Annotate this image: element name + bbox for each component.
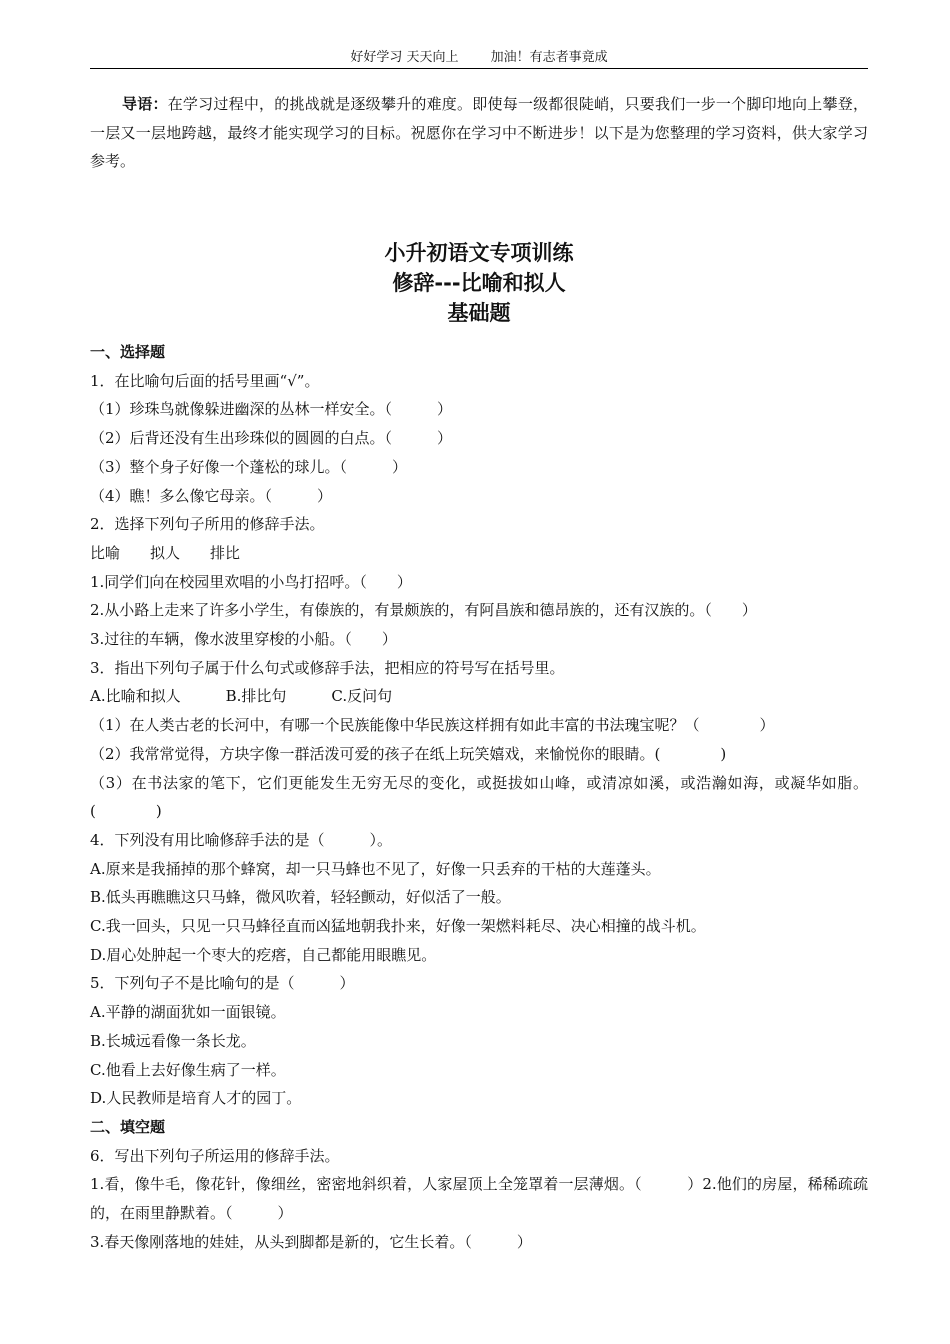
question-5-option-c: C.他看上去好像生病了一样。: [90, 1060, 286, 1079]
question-4-option-c: C.我一回头，只见一只马蜂径直而凶猛地朝我扑来，好像一架燃料耗尽、决心相撞的战斗机。: [90, 917, 706, 936]
section-heading-fill: 二、填空题: [90, 1117, 166, 1136]
header-motto-left: 好好学习 天天向上: [350, 50, 459, 65]
question-2: 2．选择下列句子所用的修辞手法。: [90, 515, 325, 534]
question-1-item-2: （2）后背还没有生出珍珠似的圆圆的白点。（ ）: [90, 429, 453, 448]
question-3: 3．指出下列句子属于什么句式或修辞手法，把相应的符号写在括号里。: [90, 658, 565, 677]
question-1-item-3: （3）整个身子好像一个蓬松的球儿。（ ）: [90, 457, 408, 476]
question-1-item-4: （4）瞧！多么像它母亲。（ ）: [90, 486, 333, 505]
question-3-item-1: （1）在人类古老的长河中，有哪一个民族能像中华民族这样拥有如此丰富的书法瑰宝呢？（ ）: [90, 716, 775, 735]
header-motto-right: 加油！有志者事竟成: [490, 50, 608, 65]
exercise-content: [90, 338, 868, 1257]
question-5-option-b: B.长城远看像一条长龙。: [90, 1031, 256, 1050]
section-heading-choice: 一、选择题: [90, 343, 166, 361]
question-4-option-b: B.低头再瞧瞧这只马蜂，微风吹着，轻轻颤动，好似活了一般。: [90, 888, 511, 907]
question-3-item-2: （2）我常常觉得，方块字像一群活泼可爱的孩子在纸上玩笑嬉戏，来愉悦你的眼睛。( ): [90, 744, 727, 763]
question-3-options: A.比喻和拟人 B.排比句 C.反问句: [90, 687, 393, 706]
intro-text: 在学习过程中，的挑战就是逐级攀升的难度。即使每一级都很陡峭，只要我们一步一个脚印地向上攀登，一层又一层地跨越，最终才能实现学习的目标。祝愿你在学习中不断进步！以下是为您整理的学习资料，供大家学习参考。: [90, 95, 868, 170]
question-2-options: 比喻 拟人 排比: [90, 543, 241, 562]
question-6-items-1-2: 1.看，像牛毛，像花针，像细丝，密密地斜织着，人家屋顶上全笼罩着一层薄烟。（ ）2.他们的房屋，稀稀疏疏的，在雨里静默着。（ ）: [90, 1175, 868, 1223]
question-5-option-a: A.平静的湖面犹如一面银镜。: [90, 1003, 286, 1022]
main-title: 小升初语文专项训练: [384, 241, 574, 265]
question-5: 5．下列句子不是比喻句的是（ ）: [90, 974, 355, 993]
question-6: 6．写出下列句子所运用的修辞手法。: [90, 1146, 340, 1165]
sub-title: 修辞---比喻和拟人: [392, 271, 566, 295]
question-2-item-1: 1.同学们向在校园里欢唱的小鸟打招呼。（ ）: [90, 572, 412, 591]
question-4: 4．下列没有用比喻修辞手法的是（ ）。: [90, 830, 393, 849]
question-3-item-3: （3）在书法家的笔下，它们更能发生无穷无尽的变化，或挺拔如山峰，或清凉如溪，或浩瀚如海，或凝华如脂。( ): [90, 773, 868, 821]
level-title: 基础题: [447, 301, 511, 325]
intro-label: 导语：: [122, 95, 168, 113]
question-4-option-a: A.原来是我捅掉的那个蜂窝，却一只马蜂也不见了，好像一只丢弃的干枯的大莲蓬头。: [90, 859, 661, 878]
question-6-item-3: 3.春天像刚落地的娃娃，从头到脚都是新的，它生长着。（ ）: [90, 1232, 532, 1251]
question-5-option-d: D.人民教师是培育人才的园丁。: [90, 1089, 302, 1108]
question-2-item-2: 2.从小路上走来了许多小学生，有傣族的，有景颇族的，有阿昌族和德昂族的，还有汉族的。（ ）: [90, 601, 757, 620]
title-block: [90, 238, 868, 328]
intro-paragraph: [90, 90, 868, 176]
question-1-item-1: （1）珍珠鸟就像躲进幽深的丛林一样安全。（ ）: [90, 400, 453, 419]
question-2-item-3: 3.过往的车辆，像水波里穿梭的小船。（ ）: [90, 630, 397, 649]
question-1: 1．在比喻句后面的括号里画“√”。: [90, 371, 320, 390]
question-4-option-d: D.眉心处肿起一个枣大的疙瘩，自己都能用眼瞧见。: [90, 945, 437, 964]
page-header: [90, 48, 868, 69]
